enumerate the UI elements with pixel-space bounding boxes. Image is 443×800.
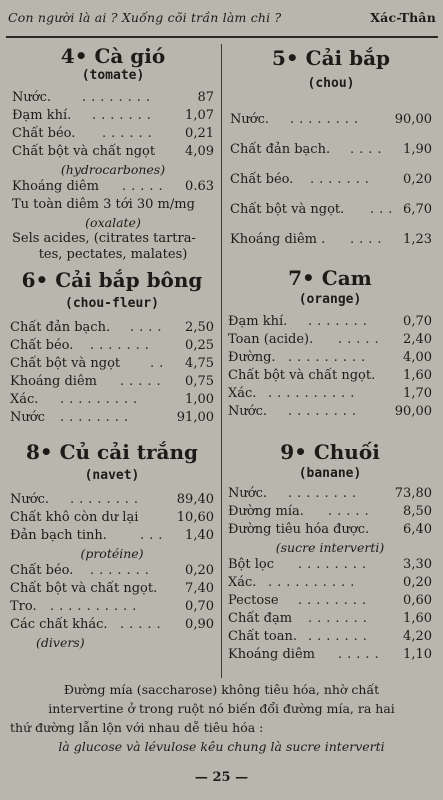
section-subtitle: (chou-fleur) [65, 296, 159, 311]
table-row: Chất đản bạch. .... 1,90 [230, 135, 432, 165]
table-row: Chất bột và ngọt. ... 6,70 [230, 195, 432, 225]
row-note: (sucre interverti) [275, 540, 385, 555]
table-row: Đường mía. ..... 8,50 [228, 504, 432, 519]
table-row: Nước. ........ 87 [12, 90, 214, 105]
section-title: 9• Chuối [280, 440, 380, 464]
table-row: Tro. .......... 0,70 [10, 599, 214, 614]
table-row: Khoáng diêm ..... 0.63 [12, 179, 214, 194]
table-row: Nước. ........ 90,00 [228, 404, 432, 419]
table-row: Xác. ......... 1,00 [10, 392, 214, 407]
table-row: Chất béo. ...... 0,21 [12, 126, 214, 141]
table-row: Bột lọc ........ 3,30 [228, 557, 432, 572]
section-subtitle: (banane) [298, 466, 362, 481]
table-row: Chất bột và chất ngọt. 1,60 [228, 368, 432, 383]
table-row: Khoáng diêm ..... 0,75 [10, 374, 214, 389]
table-row: Chất béo. ....... 0,25 [10, 338, 214, 353]
table-row: Chất bột và chất ngọt. 7,40 [10, 581, 214, 596]
footnote-line: thứ đường lẫn lộn với nhau dễ tiêu hóa : [10, 720, 264, 735]
section-chou-fleur [10, 268, 214, 427]
page-number: — 25 — [194, 770, 249, 785]
row-note: (protéine) [80, 546, 144, 561]
table-row: Chất bột và chất ngọt 4,09 [12, 144, 214, 159]
footnote-line: Đường mía (saccharose) không tiêu hóa, nhờ chất [63, 682, 380, 697]
table-row: Các chất khác. ..... 0,90 [10, 617, 214, 632]
section-orange [228, 266, 432, 421]
table-row: Chất đản bạch. .... 2,50 [10, 320, 214, 335]
table-row: Tu toàn diêm 3 tới 30 m/mg [12, 197, 195, 212]
section-chou [230, 44, 432, 255]
row-note: (oxalate) [85, 215, 141, 230]
table-row: Chất toan. ....... 4,20 [228, 629, 432, 644]
header-chapter: Xác-Thân [370, 10, 436, 25]
section-tomate [12, 44, 214, 263]
header-rule [6, 36, 438, 38]
table-row: Đạm khí. ....... 1,07 [12, 108, 214, 123]
table-row: Nước. ........ 89,40 [10, 492, 214, 507]
footnote-line: intervertine ở trong ruột nó biến đổi đường mía, ra hai [48, 701, 395, 716]
section-subtitle: (tomate) [81, 68, 145, 83]
table-row: Đạm khí. ....... 0,70 [228, 314, 432, 329]
table-row: Nước. ........ 73,80 [228, 486, 432, 501]
section-title: 4• Cà gió [60, 44, 166, 68]
table-row: Đản bạch tinh. ... 1,40 [10, 528, 214, 543]
table-row: Khoáng diêm . .... 1,23 [230, 225, 432, 255]
section-subtitle: (orange) [298, 292, 362, 307]
table-row: Xác. .......... 0,20 [228, 575, 432, 590]
running-header [8, 10, 436, 25]
row-note: (divers) [36, 635, 85, 650]
section-title: 5• Cải bắp [271, 46, 391, 70]
section-title: 7• Cam [288, 266, 372, 290]
section-subtitle: (chou) [307, 76, 355, 91]
footnote-paragraph [10, 680, 433, 756]
table-row: Chất bột và ngọt .. 4,75 [10, 356, 214, 371]
table-row: Đường. ......... 4,00 [228, 350, 432, 365]
table-row: Chất béo. ....... 0,20 [10, 563, 214, 578]
section-title: 6• Cải bắp bông [21, 268, 203, 292]
section-banane [228, 440, 432, 664]
section-navet [10, 440, 214, 651]
row-sels: Sels acides, (citrates tartra- tes, pectates, malates) [12, 231, 196, 262]
table-row: Đường tiêu hóa được. 6,40 [228, 522, 432, 537]
table-row: Pectose ........ 0,60 [228, 593, 432, 608]
column-divider [221, 44, 222, 678]
table-row: Chất đạm ....... 1,60 [228, 611, 432, 626]
table-row: Toan (acide). ..... 2,40 [228, 332, 432, 347]
table-row: Xác. .......... 1,70 [228, 386, 432, 401]
table-row: Chất béo. ....... 0,20 [230, 165, 432, 195]
table-row: Nước. ........ 90,00 [230, 105, 432, 135]
table-row: Chất khô còn dư lại 10,60 [10, 510, 214, 525]
section-title: 8• Củ cải trắng [25, 440, 199, 464]
table-row: Nước ........ 91,00 [10, 410, 214, 425]
row-note: (hydrocarbones) [60, 162, 166, 177]
header-title: Con người là ai ? Xuống cõi trần làm chi ? [8, 10, 282, 25]
footnote-line: là glucose và lévulose kêu chung là sucre interverti [58, 739, 385, 754]
table-row: Khoáng diêm ..... 1,10 [228, 647, 432, 662]
section-subtitle: (navet) [84, 468, 140, 483]
